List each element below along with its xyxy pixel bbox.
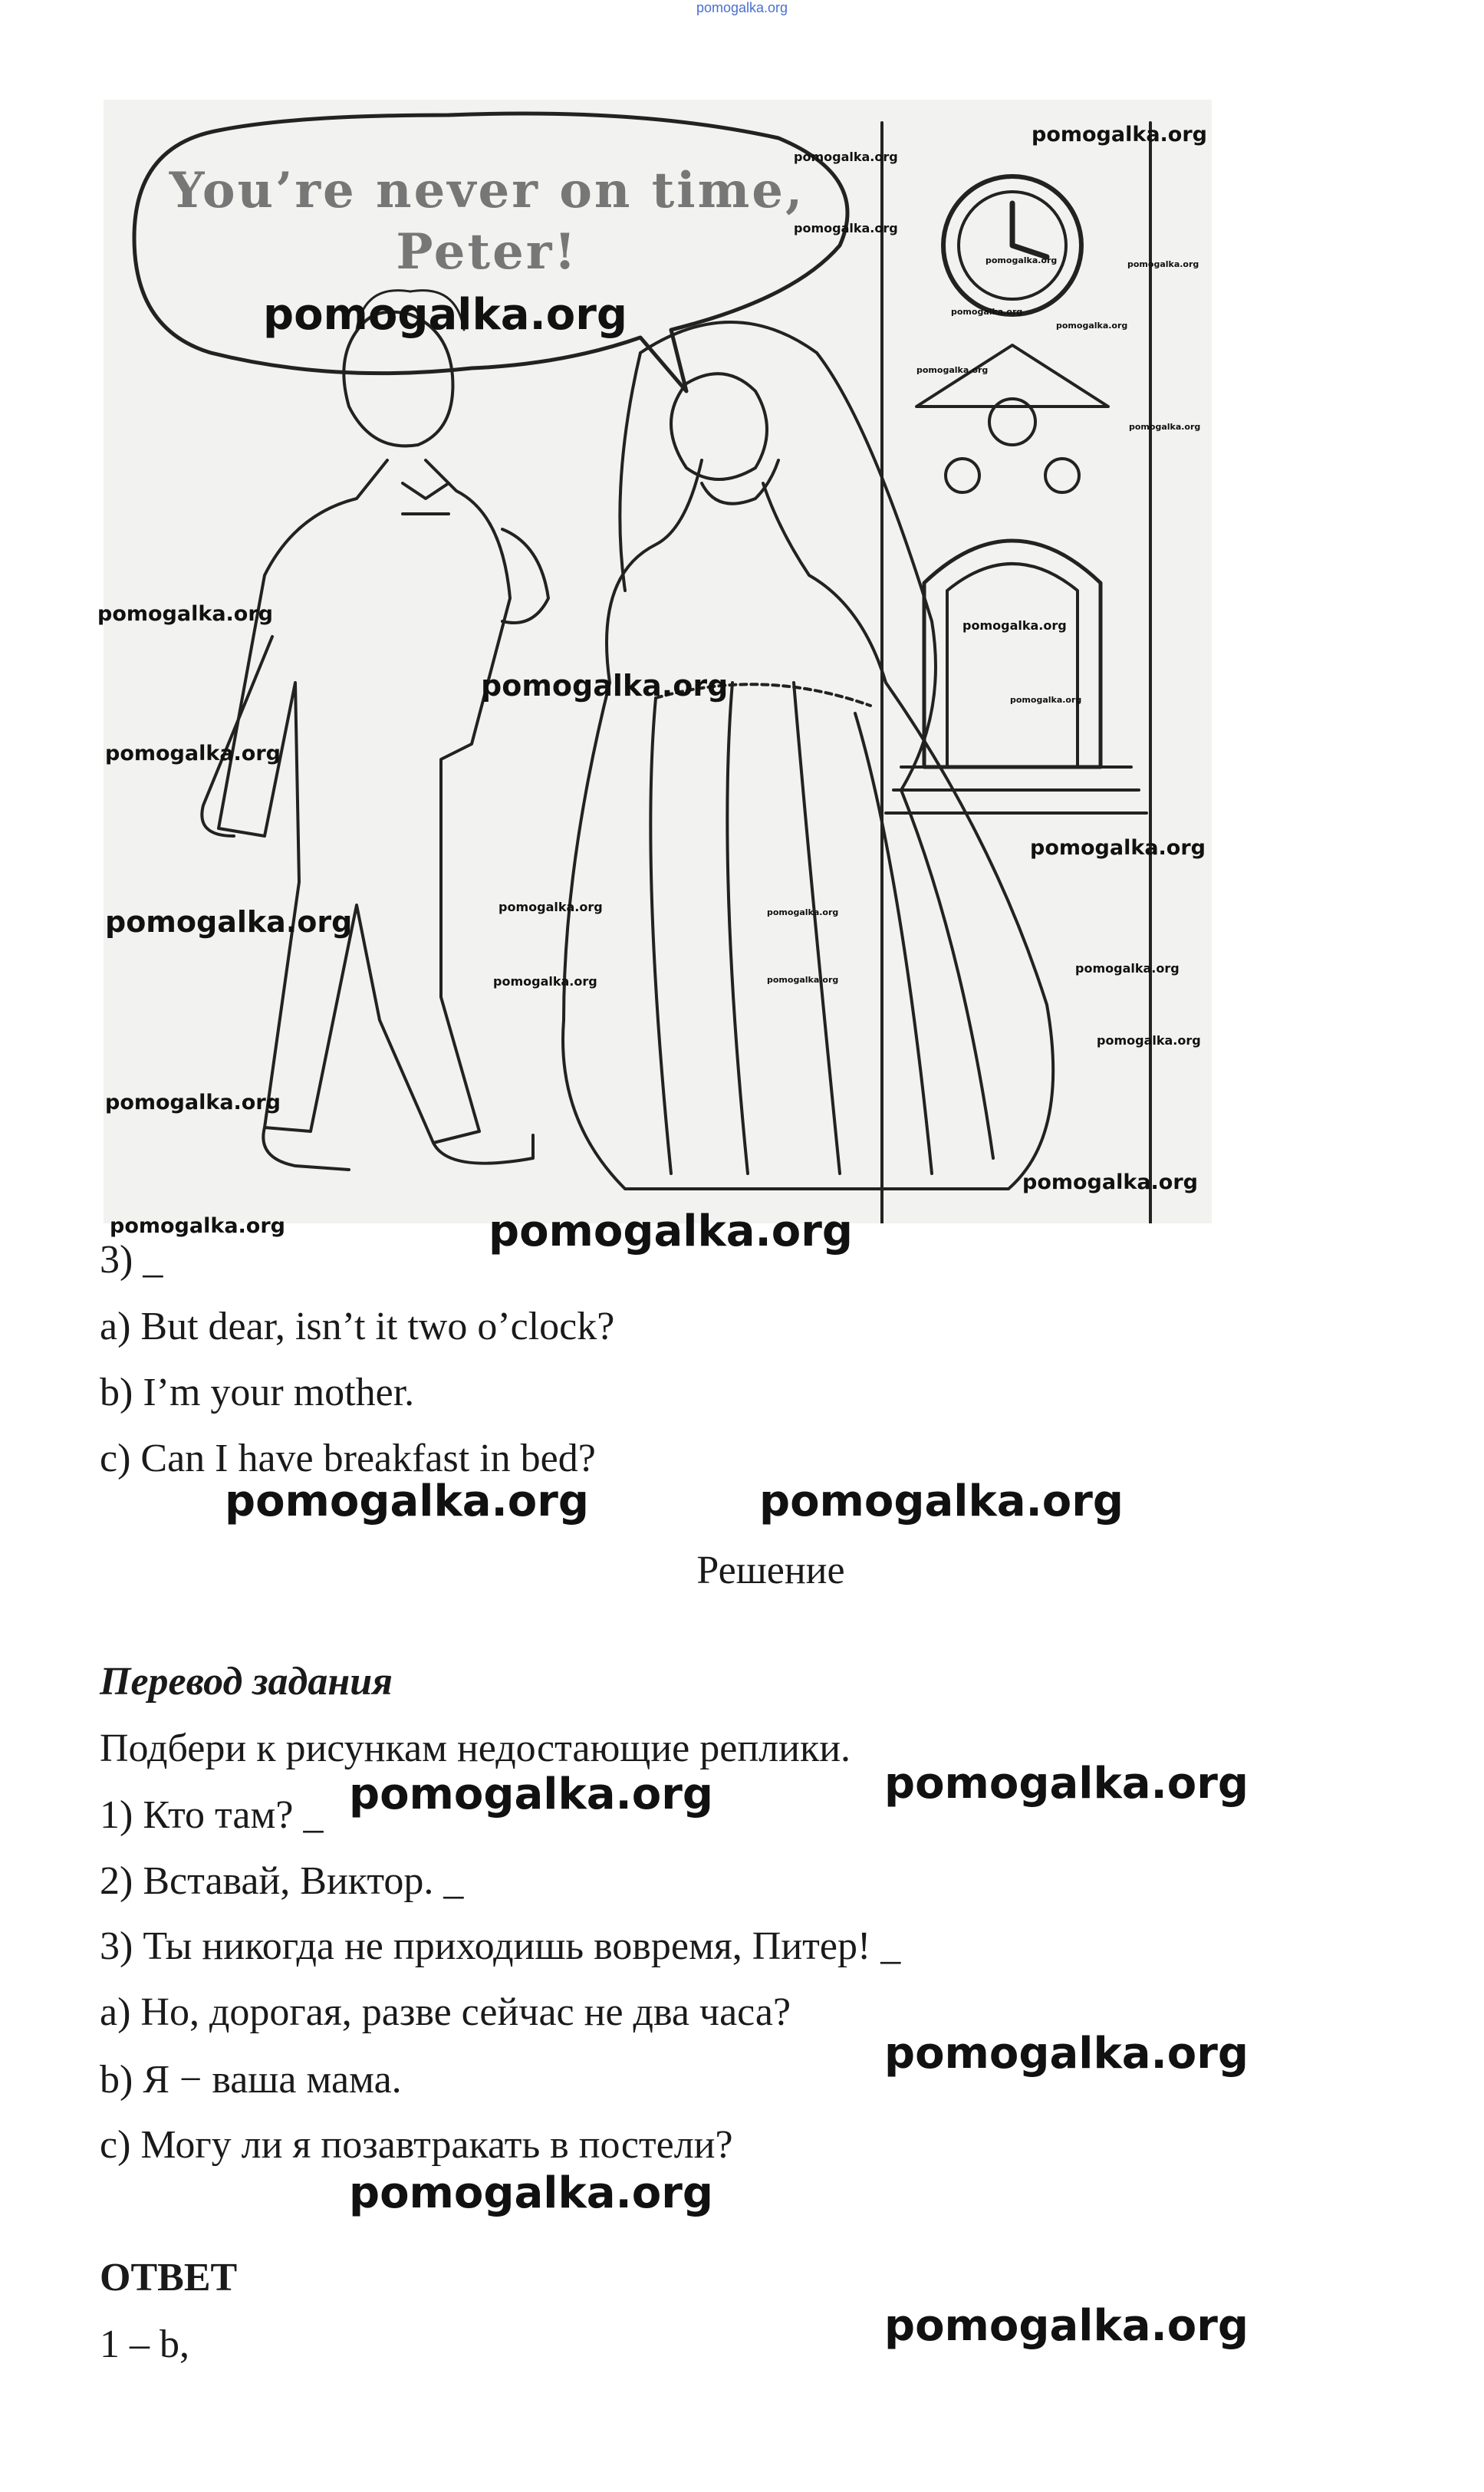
watermark: pomogalka.org [1056,321,1128,331]
watermark: pomogalka.org [97,602,273,626]
watermark: pomogalka.org [1127,259,1199,269]
watermark: pomogalka.org [481,669,729,703]
watermark: pomogalka.org [767,975,839,985]
watermark: pomogalka.org [1032,123,1207,146]
watermark: pomogalka.org [951,307,1023,317]
exercise-option-c: c) Can I have breakfast in bed? [100,1437,596,1480]
watermark: pomogalka.org [1097,1033,1201,1048]
watermark: pomogalka.org [1010,695,1082,705]
watermark: pomogalka.org [884,2029,1249,2079]
speech-bubble-line1: You’re never on time, [169,162,805,219]
watermark: pomogalka.org [499,900,603,914]
wedding-scene-drawing [104,100,1212,1223]
watermark: pomogalka.org [1030,836,1206,860]
watermark: pomogalka.org [884,1759,1249,1809]
watermark: pomogalka.org [985,255,1058,265]
translation-option-b: b) Я − ваша мама. [100,2058,402,2102]
translation-option-c: c) Могу ли я позавтракать в постели? [100,2123,733,2167]
watermark: pomogalka.org [794,221,898,235]
exercise-option-a: a) But dear, isn’t it two o’clock? [100,1305,615,1348]
watermark: pomogalka.org [349,1769,713,1819]
watermark: pomogalka.org [794,150,898,164]
exercise-item-3: 3) _ [100,1238,163,1282]
translation-item-1: 1) Кто там? _ [100,1793,324,1837]
watermark: pomogalka.org [263,290,627,340]
watermark: pomogalka.org [105,1091,281,1114]
watermark: pomogalka.org [759,1476,1124,1526]
solution-label: Решение [696,1549,845,1592]
translation-option-a: a) Но, дорогая, разве сейчас не два часа? [100,1990,791,2034]
translation-instruction: Подбери к рисункам недостающие реплики. [100,1727,851,1770]
watermark: pomogalka.org [1129,422,1201,432]
translation-heading: Перевод задания [100,1660,393,1704]
answer-heading: ОТВЕТ [100,2256,238,2299]
watermark: pomogalka.org [105,742,281,765]
watermark: pomogalka.org [105,905,353,939]
translation-item-2: 2) Вставай, Виктор. _ [100,1859,464,1903]
cartoon-illustration [104,100,1212,1223]
watermark: pomogalka.org [916,365,989,375]
watermark: pomogalka.org [1022,1170,1198,1194]
watermark: pomogalka.org [962,618,1067,633]
watermark: pomogalka.org [767,907,839,917]
answer-line: 1 – b, [100,2322,189,2366]
translation-item-3: 3) Ты никогда не приходишь вовремя, Питер! _ [100,1924,901,1968]
speech-bubble-line2: Peter! [396,223,578,281]
watermark: pomogalka.org [349,2168,713,2218]
watermark: pomogalka.org [225,1476,589,1526]
watermark: pomogalka.org [110,1214,285,1238]
watermark: pomogalka.org [1075,961,1180,976]
site-link[interactable]: pomogalka.org [696,0,788,15]
watermark: pomogalka.org [493,974,597,989]
exercise-option-b: b) I’m your mother. [100,1371,415,1414]
watermark: pomogalka.org [884,2301,1249,2351]
watermark: pomogalka.org [489,1206,853,1256]
